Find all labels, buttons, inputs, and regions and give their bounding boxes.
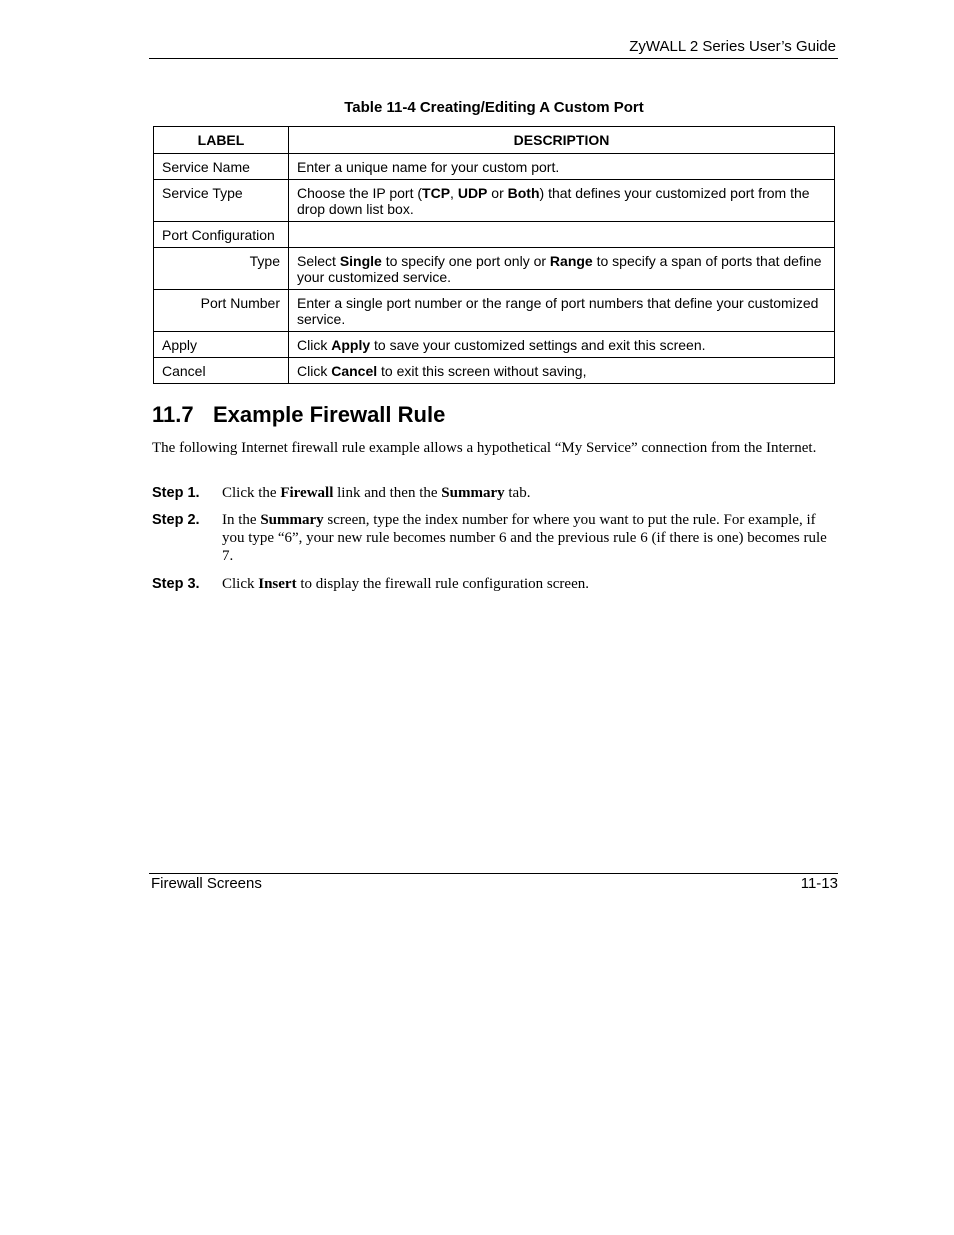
row-description: Choose the IP port (TCP, UDP or Both) that defines your customized port from the drop down list box.: [289, 180, 835, 222]
step-item: [152, 484, 838, 502]
table-row-cancel: [154, 358, 835, 384]
column-header-description: DESCRIPTION: [289, 127, 835, 154]
row-description: [289, 222, 835, 248]
row-description: Enter a single port number or the range of port numbers that define your customized service.: [289, 290, 835, 332]
step-item: [152, 575, 838, 593]
table-row-port-number: [154, 290, 835, 332]
step-text: Click Insert to display the firewall rule configuration screen.: [222, 576, 589, 592]
row-label: Type: [154, 248, 289, 290]
row-label: Service Type: [154, 180, 289, 222]
column-header-label: LABEL: [154, 127, 289, 154]
table-row-service-name: [154, 154, 835, 180]
section-heading: [152, 402, 445, 428]
step-item: [152, 511, 838, 565]
table-row-service-type: [154, 180, 835, 222]
page-header-title: ZyWALL 2 Series User’s Guide: [629, 38, 836, 55]
step-label: Step 2.: [152, 512, 200, 528]
table-row-type: [154, 248, 835, 290]
footer-page-number: 11-13: [800, 875, 838, 892]
row-label: Cancel: [154, 358, 289, 384]
footer-chapter: Firewall Screens: [151, 875, 262, 892]
step-text: In the Summary screen, type the index number for where you want to put the rule. For example, if you type “6”, your new rule becomes number 6 and the previous rule 6 (if there is one) becomes rule 7.: [222, 512, 827, 564]
row-label: Port Number: [154, 290, 289, 332]
step-label: Step 3.: [152, 576, 200, 592]
row-description: Click Cancel to exit this screen without saving,: [289, 358, 835, 384]
step-text: Click the Firewall link and then the Summary tab.: [222, 485, 531, 501]
row-description: Select Single to specify one port only or Range to specify a span of ports that define your customized service.: [289, 248, 835, 290]
section-number: 11.7: [152, 402, 194, 427]
header-divider: [149, 58, 838, 59]
footer-divider: [149, 873, 838, 874]
table-caption: Table 11-4 Creating/Editing A Custom Port: [344, 99, 644, 116]
section-intro: The following Internet firewall rule example allows a hypothetical “My Service” connection from the Internet.: [152, 440, 817, 456]
row-label: Port Configuration: [154, 222, 289, 248]
row-label: Apply: [154, 332, 289, 358]
table-header-row: [154, 127, 835, 154]
step-label: Step 1.: [152, 485, 200, 501]
custom-port-table: [153, 126, 835, 384]
row-description: Click Apply to save your customized settings and exit this screen.: [289, 332, 835, 358]
table-row-apply: [154, 332, 835, 358]
row-description: Enter a unique name for your custom port.: [289, 154, 835, 180]
section-title: Example Firewall Rule: [213, 402, 446, 427]
row-label: Service Name: [154, 154, 289, 180]
table-row-port-configuration: [154, 222, 835, 248]
